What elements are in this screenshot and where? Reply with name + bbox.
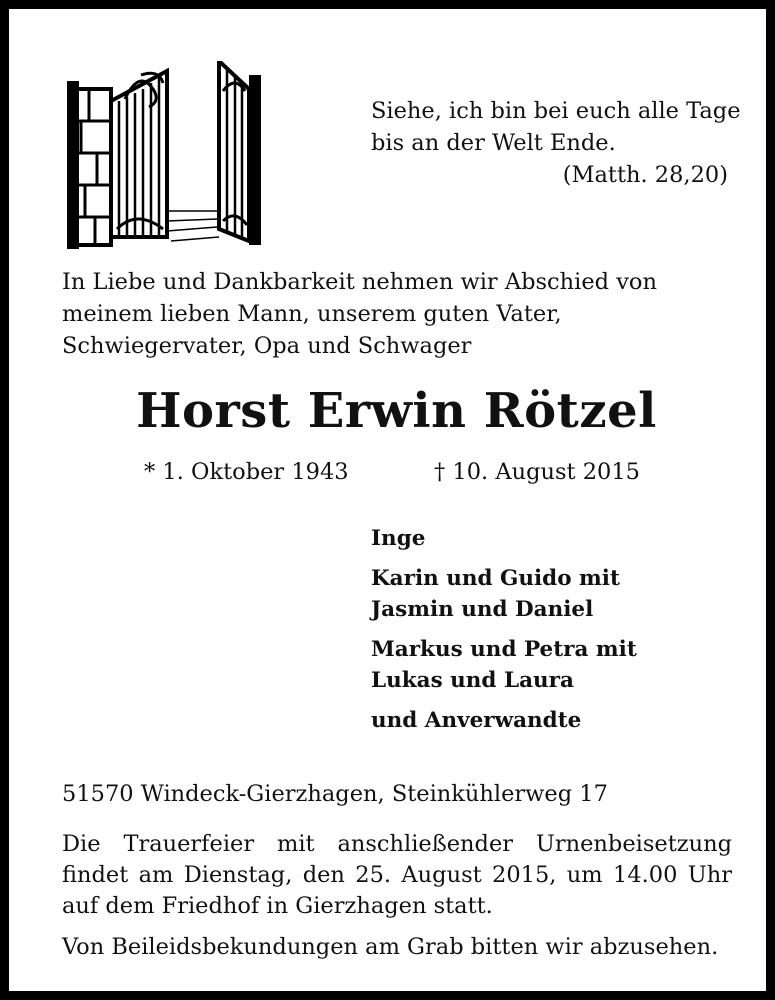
mourner-group [371,634,637,696]
intro-text: In Liebe und Dankbarkeit nehmen wir Abschied von meinem lieben Mann, unserem guten Vater, Schwiegervater, Opa und Schwager [62,269,657,359]
mourner-group [371,563,637,625]
mourner-line: Inge [371,526,426,551]
birth-date: * 1. Oktober 1943 [144,459,349,485]
death-date: † 10. August 2015 [434,459,640,485]
mourner-line: Jasmin und Daniel [371,597,594,622]
mourner-line: und Anverwandte [371,708,582,733]
funeral-service-info: Die Trauerfeier mit anschließender Urnenbeisetzung findet am Dienstag, den 25. August 2015, um 14.00 Uhr auf dem Friedhof in Gierzhagen statt. [62,831,732,919]
mourner-line: Markus und Petra mit [371,637,637,662]
closing-note: Von Beileidsbekundungen am Grab bitten wir abzusehen. [62,934,719,960]
family-address: 51570 Windeck-Gierzhagen, Steinkühlerweg 17 [62,781,608,807]
mourners-list [371,523,637,745]
quote-line-2: bis an der Welt Ende. [371,130,616,156]
mourner-line: Karin und Guido mit [371,566,620,591]
deceased-name: Horst Erwin Rötzel [136,383,657,439]
quote-line-1: Siehe, ich bin bei euch alle Tage [371,98,741,124]
quote-reference: (Matth. 28,20) [562,162,728,188]
bible-quote [371,95,741,191]
mourner-group [371,523,637,554]
mourner-line: Lukas und Laura [371,668,574,693]
mourner-group [371,705,637,736]
open-gate-illustration [67,61,263,251]
